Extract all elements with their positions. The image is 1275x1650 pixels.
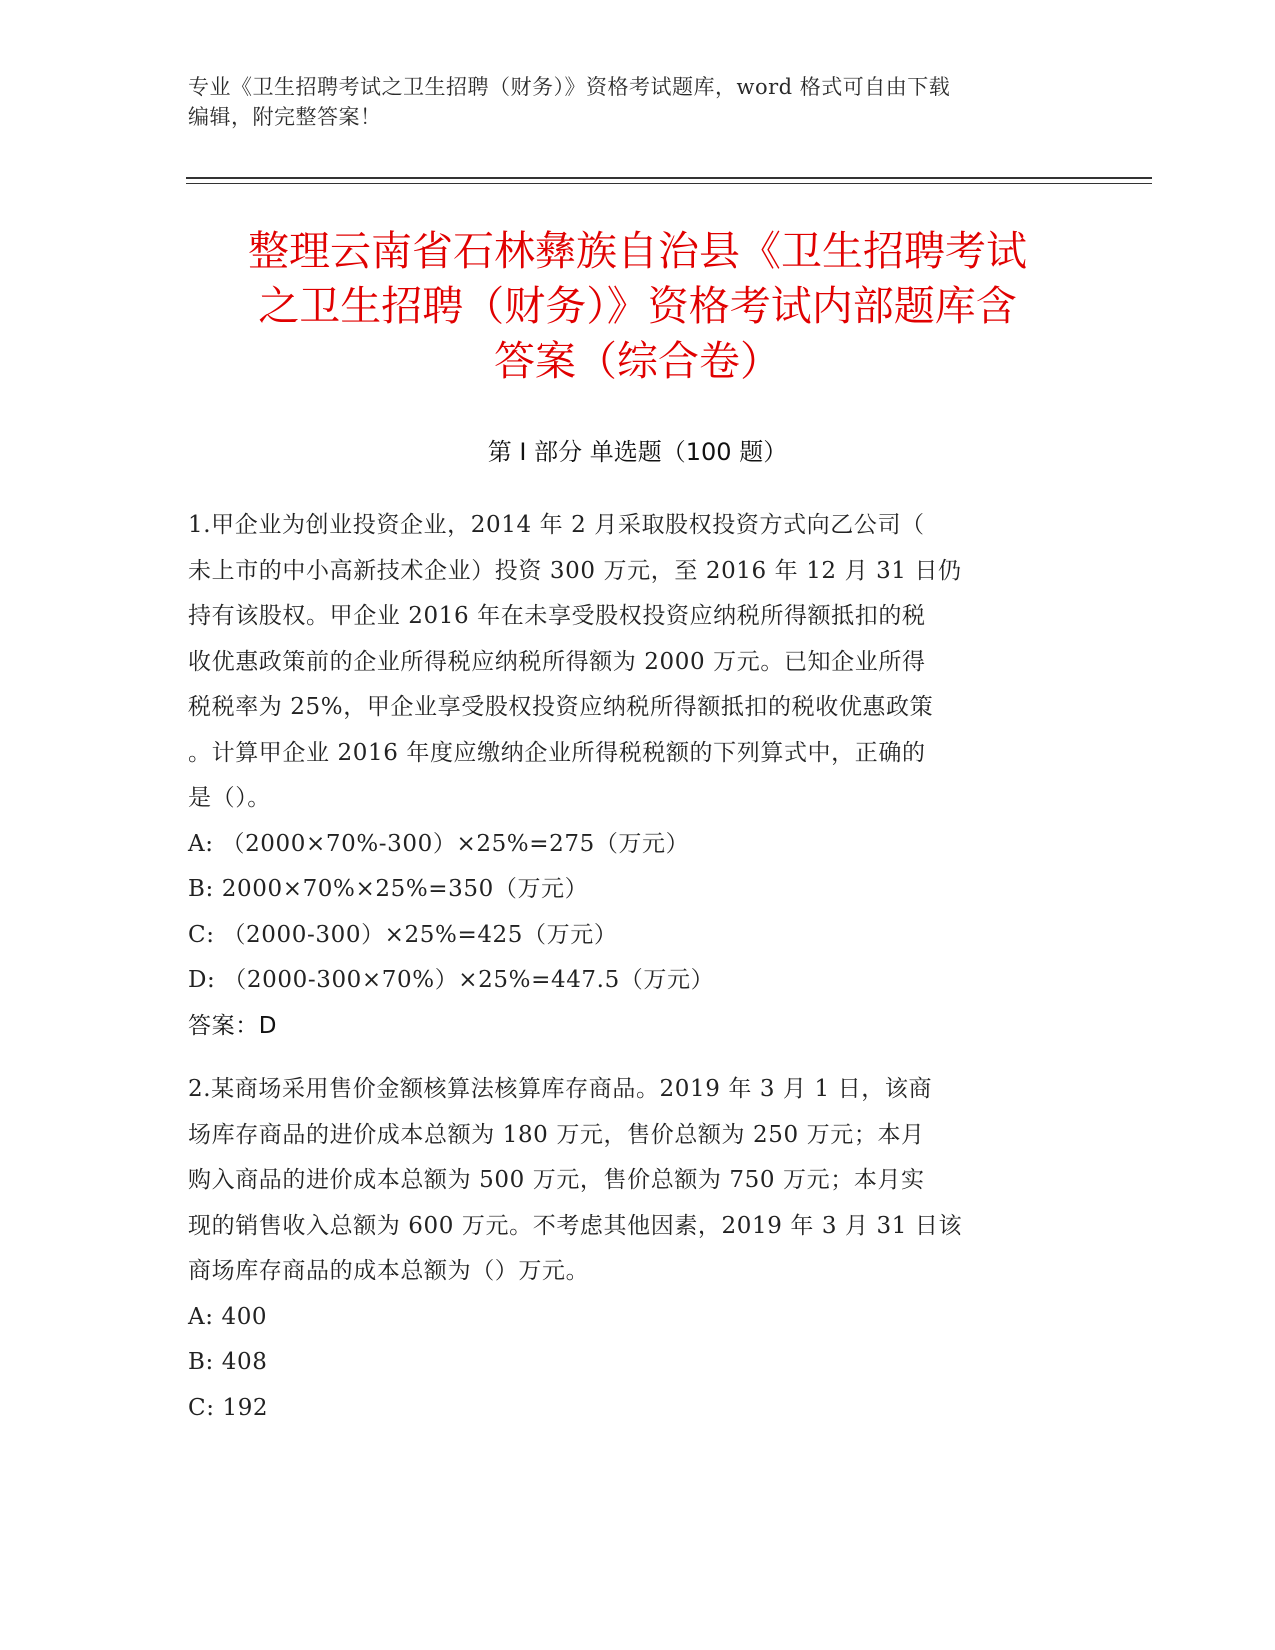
option-c: C: （2000-300）×25%=425（万元） xyxy=(188,921,618,948)
question-stem-line: 1.甲企业为创业投资企业，2014 年 2 月采取股权投资方式向乙公司（ xyxy=(188,512,925,538)
question-stem-line: 。计算甲企业 2016 年度应缴纳企业所得税税额的下列算式中，正确的 xyxy=(188,739,926,766)
header-note xyxy=(188,72,1068,132)
question-stem-line: 是（）。 xyxy=(188,785,271,811)
title-line-3: 答案（综合卷） xyxy=(494,337,781,385)
question-stem-line: 场库存商品的进价成本总额为 180 万元，售价总额为 250 万元；本月 xyxy=(188,1121,925,1148)
question-stem-line: 2.某商场采用售价金额核算法核算库存商品。2019 年 3 月 1 日，该商 xyxy=(188,1076,933,1102)
question-stem-line: 收优惠政策前的企业所得税应纳税所得额为 2000 万元。已知企业所得 xyxy=(188,648,926,675)
header-divider-thin xyxy=(186,183,1152,184)
section-heading: 第 I 部分 单选题（100 题） xyxy=(487,438,788,466)
title-line-2: 之卫生招聘（财务）》资格考试内部题库含 xyxy=(258,282,1017,330)
question-stem-line: 购入商品的进价成本总额为 500 万元，售价总额为 750 万元；本月实 xyxy=(188,1167,925,1193)
option-c: C: 192 xyxy=(188,1394,269,1421)
header-note-line-1: 专业《卫生招聘考试之卫生招聘（财务）》资格考试题库，word 格式可自由下载 xyxy=(188,75,951,99)
option-b: B: 408 xyxy=(188,1349,268,1375)
question-stem-line: 未上市的中小高新技术企业）投资 300 万元，至 2016 年 12 月 31 日仍 xyxy=(188,557,962,584)
option-b: B: 2000×70%×25%=350（万元） xyxy=(188,876,589,902)
title-line-1: 整理云南省石林彝族自治县《卫生招聘考试 xyxy=(248,227,1027,275)
document-title xyxy=(160,224,1115,389)
answer-label: 答案：D xyxy=(188,1012,278,1039)
question-stem-line: 商场库存商品的成本总额为（）万元。 xyxy=(188,1258,590,1284)
header-divider-thick xyxy=(186,177,1152,179)
question-2 xyxy=(188,1067,1078,1431)
option-a: A: 400 xyxy=(188,1303,268,1330)
question-stem-line: 现的销售收入总额为 600 万元。不考虑其他因素，2019 年 3 月 31 日该 xyxy=(188,1212,963,1239)
header-note-line-2: 编辑，附完整答案！ xyxy=(188,105,382,129)
question-stem-line: 持有该股权。甲企业 2016 年在未享受股权投资应纳税所得额抵扣的税 xyxy=(188,603,926,629)
question-stem-line: 税税率为 25%，甲企业享受股权投资应纳税所得额抵扣的税收优惠政策 xyxy=(188,694,934,720)
option-d: D: （2000-300×70%）×25%=447.5（万元） xyxy=(188,967,715,993)
option-a: A: （2000×70%-300）×25%=275（万元） xyxy=(188,830,690,857)
question-1 xyxy=(188,503,1078,1049)
